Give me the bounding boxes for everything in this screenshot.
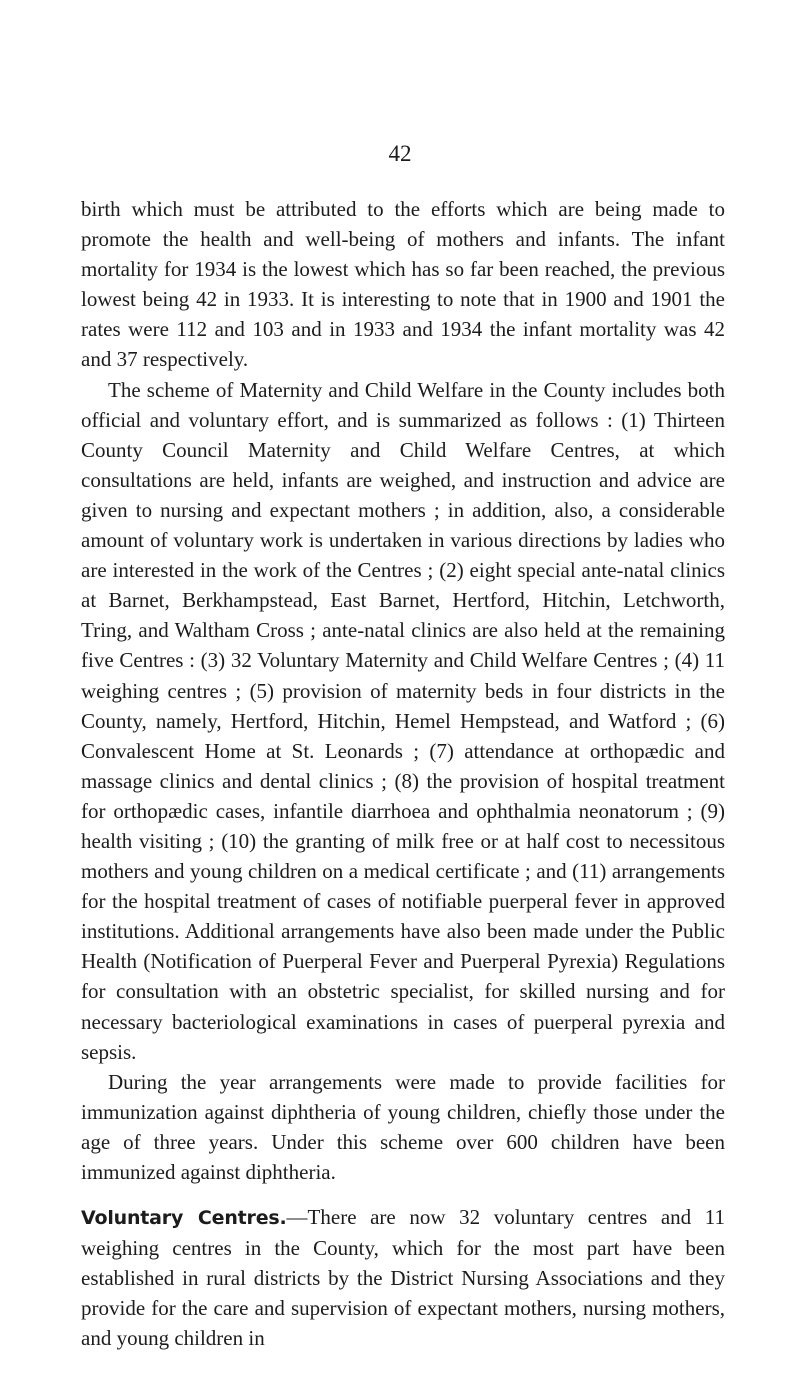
page-number: 42	[388, 141, 412, 166]
paragraph-infant-mortality: birth which must be attributed to the efforts which are being made to promote the health and well-being of mothers and infants. The infant mortality for 1934 is the lowest which has so far been reached, the previous lowest being 42 in 1933. It is interesting to note that in 1900 and 1901 the rates were 112 and 103 and in 1933 and 1934 the infant mortality was 42 and 37 respectively.	[81, 197, 725, 372]
page-body	[81, 194, 725, 1354]
section-heading-voluntary-centres: Voluntary Centres.	[81, 1207, 287, 1230]
paragraph-voluntary-centres-text: —There are now 32 voluntary centres and 11 weighing centres in the County, which for the most part have been established in rural districts by the District Nursing Associations and they provide for the care and supervision of expectant mothers, nursing mothers, and young children in	[81, 1205, 726, 1351]
paragraph-maternity-scheme: The scheme of Maternity and Child Welfare in the County includes both official and voluntary effort, and is summarized as follows : (1) Thirteen County Council Maternity and Child Welfare Centres, at which consultations are held, infants are weighed, and instruction and advice are given to nursing and expectant mothers ; in addition, also, a considerable amount of voluntary work is undertaken in various directions by ladies who are interested in the work of the Centres ; (2) eight special ante-natal clinics at Barnet, Berkhampstead, East Barnet, Hertford, Hitchin, Letchworth, Tring, and Waltham Cross ; ante-natal clinics are also held at the remaining five Centres : (3) 32 Voluntary Maternity and Child Welfare Centres ; (4) 11 weighing centres ; (5) provision of maternity beds in four districts in the County, namely, Hertford, Hitchin, Hemel Hempstead, and Watford ; (6) Convalescent Home at St. Leonards ; (7) attendance at orthopædic and massage clinics and dental clinics ; (8) the provision of hospital treatment for orthopædic cases, infantile diarrhoea and ophthalmia neonatorum ; (9) health visiting ; (10) the granting of milk free or at half cost to necessitous mothers and young children on a medical certificate ; and (11) arrangements for the hospital treatment of cases of notifiable puerperal fever in approved institutions. Additional arrangements have also been made under the Public Health (Notification of Puerperal Fever and Puerperal Pyrexia) Regulations for consultation with an obstetric specialist, for skilled nursing and for necessary bacteriological examinations in cases of puerperal pyrexia and sepsis.	[81, 377, 725, 1064]
paragraph-voluntary-centres	[81, 1202, 725, 1353]
paragraph-immunization: During the year arrangements were made to provide facilities for immunization against diphtheria of young children, chiefly those under the age of three years. Under this scheme over 600 children have been immunized against diphtheria.	[81, 1069, 725, 1184]
